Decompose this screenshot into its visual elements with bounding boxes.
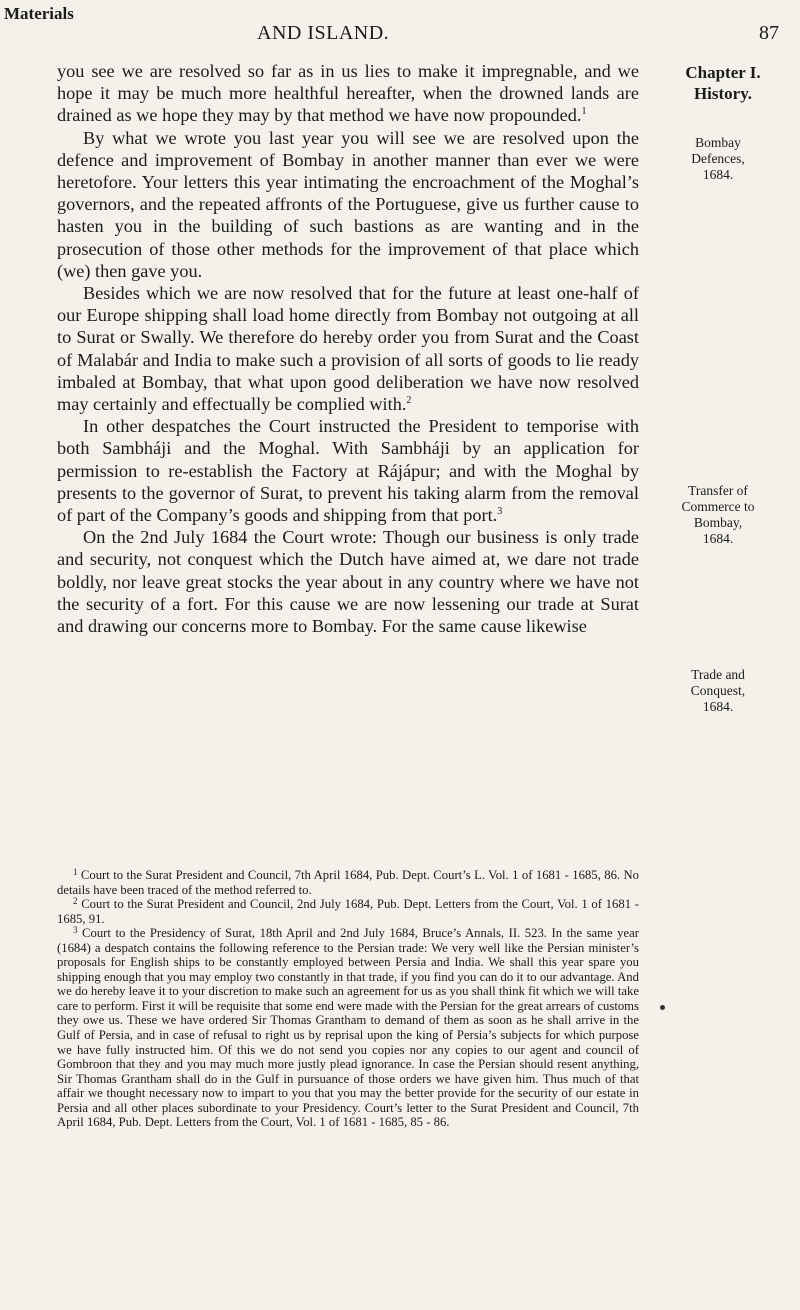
paragraph-5 (57, 526, 639, 637)
paragraph-1 (57, 60, 639, 127)
paragraph-4-text: In other despatches the Court instructed the President to temporise with both Sambháji and the Moghal. With Sambháji by an application for permission to re-establish the Factory at Rájápur; and with the Moghal by presents to the governor of Surat, to prevent his taking alarm from the removal of part of the Company’s goods and shipping from that port. (57, 416, 639, 526)
footnote-ref-2: 2 (406, 395, 412, 407)
footnote-mark: 3 (73, 925, 78, 936)
footnote-text: Court to the Surat President and Council, 2nd July 1684, Pub. Dept. Letters from the Court, Vol. 1 of 1681 - 1685, 91. (57, 897, 639, 926)
sidenote-line: 1684. (702, 699, 734, 714)
footnote-1 (57, 868, 639, 897)
sidenote-line: Defences, (691, 151, 745, 166)
paragraph-2-text: By what we wrote you last year you will see we are resolved upon the defence and improvement of Bombay in another manner than ever we were heretofore. Your letters this year intimating the encroachment of the Moghal’s governors, and the repeated affronts of the Portuguese, give us further cause to hasten you in the building of such bastions as are wanting and in the prosecution of those other methods for the improvement of that place which (we) then gave you. (57, 127, 639, 281)
paragraph-5-text: On the 2nd July 1684 the Court wrote: Though our business is only trade and security, not conquest which the Dutch have aimed at, we dare not trade boldly, nor leave great stocks the year about in any country where we have not the security of a fort. For this cause we are now lessening our trade at Surat and drawing our concerns more to Bombay. For the same cause likewise (57, 527, 639, 637)
footnote-2 (57, 897, 639, 926)
footnote-mark: 1 (73, 867, 78, 877)
footnote-3 (57, 926, 639, 1130)
paragraph-4 (57, 415, 639, 526)
main-text (57, 60, 639, 637)
paragraph-3 (57, 282, 639, 415)
footnotes (57, 868, 639, 1130)
margin-notes (648, 62, 798, 714)
sidenote-line: Bombay, (693, 515, 743, 530)
section-heading: History. (693, 84, 753, 103)
sidenote-trade-and-conquest (648, 667, 788, 715)
corner-label: Materials (4, 4, 74, 23)
sidenote-transfer-of-commerce (648, 483, 788, 547)
sidenote-line: 1684. (702, 531, 734, 546)
sidenote-line: Trade and (691, 667, 745, 682)
sidenote-line: Commerce to (681, 499, 755, 514)
chapter-heading: Chapter I. (685, 63, 761, 82)
footnote-mark: 2 (73, 896, 78, 907)
sidenote-line: 1684. (702, 167, 734, 182)
paragraph-1-text: you see we are resolved so far as in us lies to make it impregnable, and we hope it may be much more healthful hereafter, when the drowned lands are drained as we hope they may by that method we have now propounded. (57, 61, 639, 126)
sidenote-line: Bombay (695, 135, 741, 150)
footnote-text: Court to the Surat President and Council, 7th April 1684, Pub. Dept. Court’s L. Vol. 1 of 1681 - 1685, 86. No details have been traced of the method referred to. (57, 868, 639, 897)
margin-dot (660, 1005, 665, 1010)
footnote-ref-3: 3 (497, 506, 503, 518)
sidenote-bombay-defences (648, 135, 788, 183)
sidenote-line: Transfer of (688, 483, 748, 498)
page-number: 87 (759, 22, 779, 44)
paragraph-2 (57, 127, 639, 282)
footnote-ref-1: 1 (581, 106, 587, 118)
sidenote-line: Conquest, (690, 683, 746, 698)
running-title: AND ISLAND. (257, 22, 390, 44)
paragraph-3-text: Besides which we are now resolved that for the future at least one-half of our Europe shipping shall load home directly from Bombay not outgoing at all to Surat or Swally. We therefore do hereby order you from Surat and the Coast of Malabár and India to make such a provision of all sorts of goods to lie ready imbaled at Bombay, that what upon good deliberation we have now resolved may certainly and effectually be complied with. (57, 283, 639, 415)
footnote-text: Court to the Presidency of Surat, 18th April and 2nd July 1684, Bruce’s Annals, II. 523. In the same year (1684) a despatch contains the following reference to the Persian trade: We very well like the Persian minister’s proposals for English ships to be constantly employed between Persia and India. We shall this year spare you shipping enough that you may employ two constantly in that trade, if you find you can do it to our advantage. And we do hereby leave it to your discretion to make such an agreement for us as you shall think fit which we will take care to perform. First it will be requisite that some end were made with the Persian for the great arrears of customs they owe us. These we have ordered Sir Thomas Grantham to demand of them as soon as he shall arrive in the Gulf of Persia, and in case of refusal to right us by reprisal upon the king of Persia’s subjects for which purpose we have fully instructed him. Of this we do not send you copies nor any copies to our agent and council of Gombroon that they and you may much more justly plead ignorance. In case the Persian should resent anything, Sir Thomas Grantham shall do in the Gulf in pursuance of those orders we have given him. Thus much of that affair we thought necessary now to impart to you that you may the better provide for the security of our estate in Persia and all other places subordinate to your Presidency. Court’s letter to the Surat President and Council, 7th April 1684, Pub. Dept. Letters from the Court, Vol. 1 of 1681 - 1685, 85 - 86. (57, 926, 640, 1130)
